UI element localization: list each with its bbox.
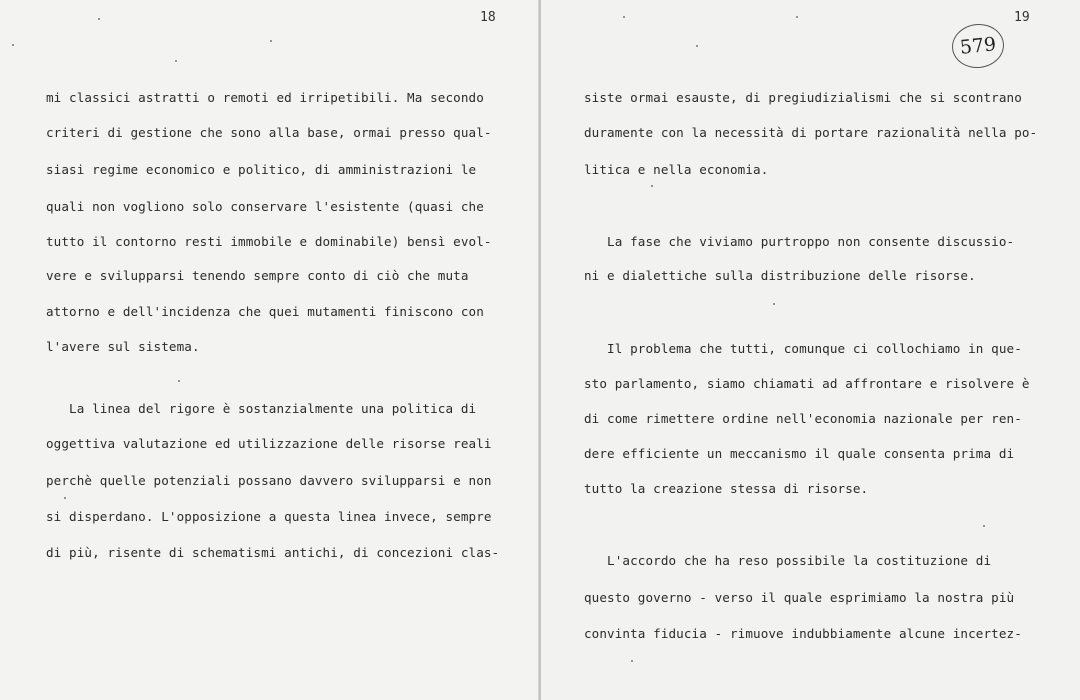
text-line: siste ormai esauste, di pregiudizialismi che si scontrano [584,90,1022,105]
text-line: questo governo - verso il quale esprimiamo la nostra più [584,590,1015,605]
text-line: duramente con la necessità di portare razionalità nella po- [584,125,1038,140]
text-line: litica e nella economia. [584,162,769,177]
speck [623,16,625,18]
speck [12,44,14,46]
speck [175,60,177,62]
text-line: dere efficiente un meccanismo il quale consenta prima di [584,446,1015,461]
speck [796,16,798,18]
text-line: attorno e dell'incidenza che quei mutamenti finiscono con [46,304,484,319]
right-page [541,0,1080,700]
text-line: perchè quelle potenziali possano davvero svilupparsi e non [46,473,492,488]
text-line: tutto il contorno resti immobile e dominabile) bensì evol- [46,234,492,249]
left-page [0,0,539,700]
text-line: La fase che viviamo purtroppo non consente discussio- [584,234,1015,249]
text-line: L'accordo che ha reso possibile la costituzione di [584,553,992,568]
text-line: si disperdano. L'opposizione a questa linea invece, sempre [46,509,492,524]
speck [98,18,100,20]
speck [64,497,66,499]
text-line: convinta fiducia - rimuove indubbiamente alcune incertez- [584,626,1022,641]
speck [651,185,653,187]
text-line: La linea del rigore è sostanzialmente una politica di [46,401,477,416]
text-line: Il problema che tutti, comunque ci collochiamo in que- [584,341,1022,356]
text-line: oggettiva valutazione ed utilizzazione delle risorse reali [46,436,492,451]
text-line: vere e svilupparsi tenendo sempre conto di ciò che muta [46,268,469,283]
speck [696,45,698,47]
text-line: tutto la creazione stessa di risorse. [584,481,869,496]
text-line: l'avere sul sistema. [46,339,200,354]
text-line: mi classici astratti o remoti ed irripetibili. Ma secondo [46,90,484,105]
speck [773,303,775,305]
speck [983,525,985,527]
text-line: di come rimettere ordine nell'economia nazionale per ren- [584,411,1022,426]
text-line: di più, risente di schematismi antichi, di concezioni clas- [46,545,500,560]
speck [270,40,272,42]
archive-stamp: 579 [950,21,1006,70]
page-number: 18 [480,10,496,25]
text-line: sto parlamento, siamo chiamati ad affrontare e risolvere è [584,376,1030,391]
page-number: 19 [1014,10,1030,25]
text-line: siasi regime economico e politico, di amministrazioni le [46,162,477,177]
text-line: quali non vogliono solo conservare l'esistente (quasi che [46,199,484,214]
speck [178,380,180,382]
text-line: criteri di gestione che sono alla base, ormai presso qual- [46,125,492,140]
text-line: ni e dialettiche sulla distribuzione delle risorse. [584,268,976,283]
speck [631,660,633,662]
